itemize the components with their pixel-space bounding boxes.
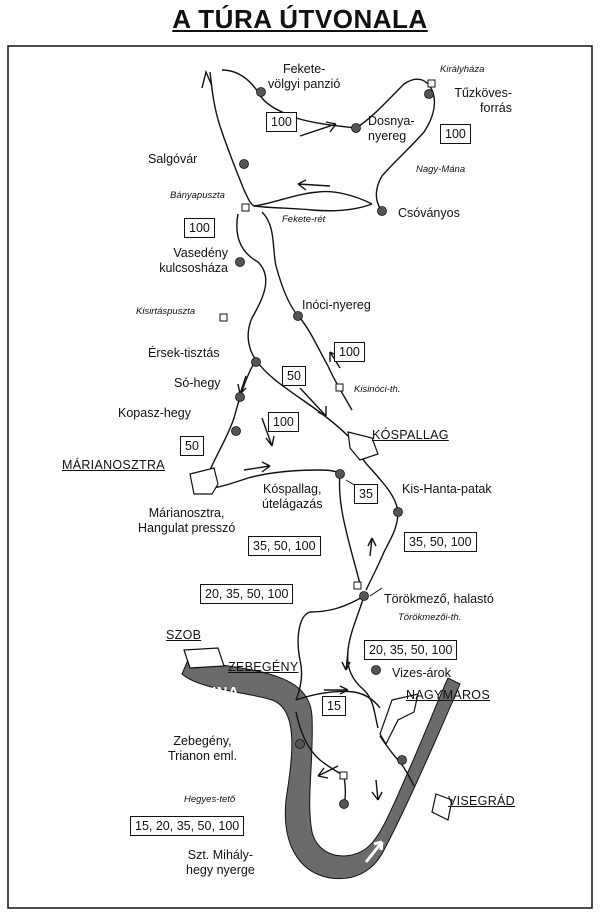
label-kiralyhaza: Királyháza <box>440 64 485 75</box>
label-torokmezoi-th: Törökmezői-th. <box>398 612 462 623</box>
label-dosnya-nyereg: Dosnya- nyereg <box>368 114 415 143</box>
waypoint-fekete-volgyi <box>257 88 266 97</box>
label-zebegeny-town: ZEBEGÉNY <box>228 660 299 674</box>
distance-box: 20, 35, 50, 100 <box>200 584 293 604</box>
label-banyapuszta: Bányapuszta <box>170 190 225 201</box>
distance-box: 100 <box>268 412 299 432</box>
label-vasedeny: Vasedény kulcsosháza <box>159 246 228 275</box>
waypoint-salgovar <box>240 160 249 169</box>
waypoint-kospallag <box>336 470 345 479</box>
distance-box: 20, 35, 50, 100 <box>364 640 457 660</box>
distance-box: 100 <box>184 218 215 238</box>
waypoint-vizes-arok <box>372 666 381 675</box>
waypoint-so-hegy <box>236 393 245 402</box>
label-csovanyos: Csóványos <box>398 206 460 220</box>
label-kospallag-utelagazas: Kóspallag, útelágazás <box>262 482 323 511</box>
label-szt-mihaly: Szt. Mihály- hegy nyerge <box>186 848 255 877</box>
map-title: A TÚRA ÚTVONALA <box>172 4 428 34</box>
waypoint-nagymaros <box>398 756 407 765</box>
label-nagy-mana: Nagy-Mána <box>416 164 466 175</box>
waypoint-torokmezo <box>360 592 369 601</box>
label-kospallag-town: KÓSPALLAG <box>372 428 449 442</box>
label-salgovar: Salgóvár <box>148 152 198 166</box>
label-marianosztra-presszo: Márianosztra, Hangulat presszó <box>138 506 236 535</box>
label-duna: DUNA <box>194 684 240 701</box>
waypoint-csovanyos <box>378 207 387 216</box>
label-zebegeny-trianon: Zebegény, Trianon eml. <box>168 734 238 763</box>
label-visegrad-town: VISEGRÁD <box>448 794 515 808</box>
distance-box: 50 <box>282 366 306 386</box>
waypoint-tuzkoves <box>425 90 434 99</box>
label-nagymaros-town: NAGYMAROS <box>406 688 490 702</box>
label-ersek-tisztas: Érsek-tisztás <box>148 346 220 360</box>
waypoint-zebegeny <box>296 740 305 749</box>
label-kopasz-hegy: Kopasz-hegy <box>118 406 191 420</box>
label-hegyes-teto: Hegyes-tető <box>184 794 236 805</box>
waypoint-kis-hanta <box>394 508 403 517</box>
label-kis-hanta-patak: Kis-Hanta-patak <box>402 482 492 496</box>
distance-box: 35 <box>354 484 378 504</box>
distance-box: 35, 50, 100 <box>248 536 321 556</box>
distance-box: 100 <box>266 112 297 132</box>
distance-box: 35, 50, 100 <box>404 532 477 552</box>
distance-box: 100 <box>440 124 471 144</box>
label-fekete-ret: Fekete-rét <box>282 214 326 225</box>
distance-box: 15 <box>322 696 346 716</box>
label-marianosztra-town: MÁRIANOSZTRA <box>62 458 165 472</box>
label-fekete-volgyi-panzio: Fekete- völgyi panzió <box>268 62 341 91</box>
label-szob-town: SZOB <box>166 628 202 642</box>
label-kisinoci-th: Kisinóci-th. <box>354 384 401 395</box>
distance-box: 15, 20, 35, 50, 100 <box>130 816 244 836</box>
waypoint-ersek <box>252 358 261 367</box>
waypoint-kopasz <box>232 427 241 436</box>
label-tuzkoves-forras: Tűzköves- forrás <box>454 86 512 115</box>
distance-box: 100 <box>334 342 365 362</box>
waypoint-dosnya <box>352 124 361 133</box>
label-torokmezo-halasto: Törökmező, halastó <box>384 592 494 606</box>
waypoint-szt-mihaly <box>340 800 349 809</box>
label-so-hegy: Só-hegy <box>174 376 221 390</box>
label-inoci-nyereg: Inóci-nyereg <box>302 298 371 312</box>
label-vizes-arok: Vizes-árok <box>392 666 451 680</box>
distance-box: 50 <box>180 436 204 456</box>
waypoint-vasedeny <box>236 258 245 267</box>
label-kisirtaspuszta: Kisirtáspuszta <box>136 306 196 317</box>
